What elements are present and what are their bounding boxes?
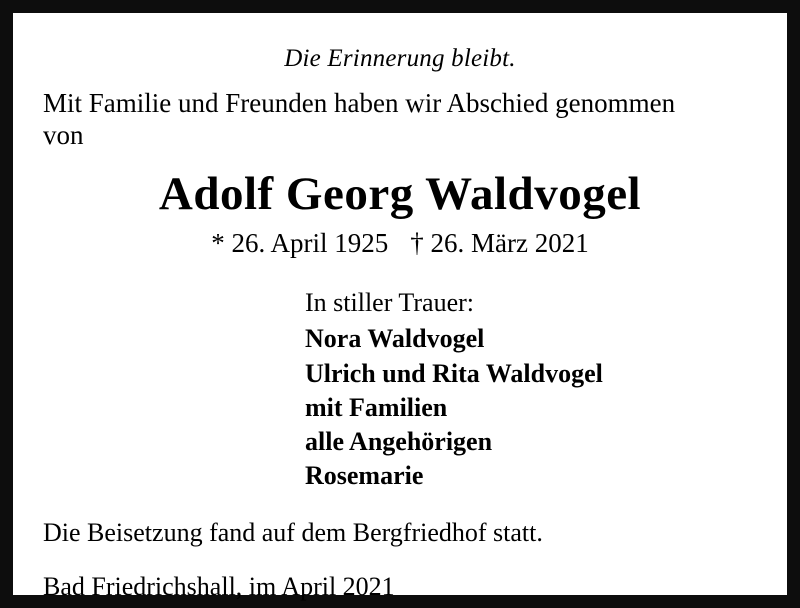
deceased-name: Adolf Georg Waldvogel [158, 168, 642, 221]
birth-date: * 26. April 1925 [211, 228, 389, 258]
intro-line-1: Mit Familie und Freunden haben wir Abschied genommen [43, 87, 676, 118]
funeral-note: Die Beisetzung fand auf dem Bergfriedhof statt. [43, 517, 543, 547]
mourner-item: Rosemarie [305, 460, 424, 490]
intro-paragraph [43, 87, 757, 153]
closing-block [43, 517, 757, 604]
mourner-item: alle Angehörigen [305, 426, 493, 456]
intro-line-2: von [43, 120, 84, 151]
mourner-item: Nora Waldvogel [305, 324, 485, 354]
mourner-item: mit Familien [305, 392, 448, 422]
place-and-date: Bad Friedrichshall, im April 2021 [43, 572, 395, 602]
mourner-item: Ulrich und Rita Waldvogel [305, 358, 603, 388]
mourning-lead: In stiller Trauer: [305, 288, 474, 318]
obituary-content [43, 45, 757, 602]
mourners-block [305, 285, 757, 492]
death-date: † 26. März 2021 [410, 228, 589, 258]
epitaph-text: Die Erinnerung bleibt. [284, 45, 516, 72]
life-dates [43, 227, 757, 259]
